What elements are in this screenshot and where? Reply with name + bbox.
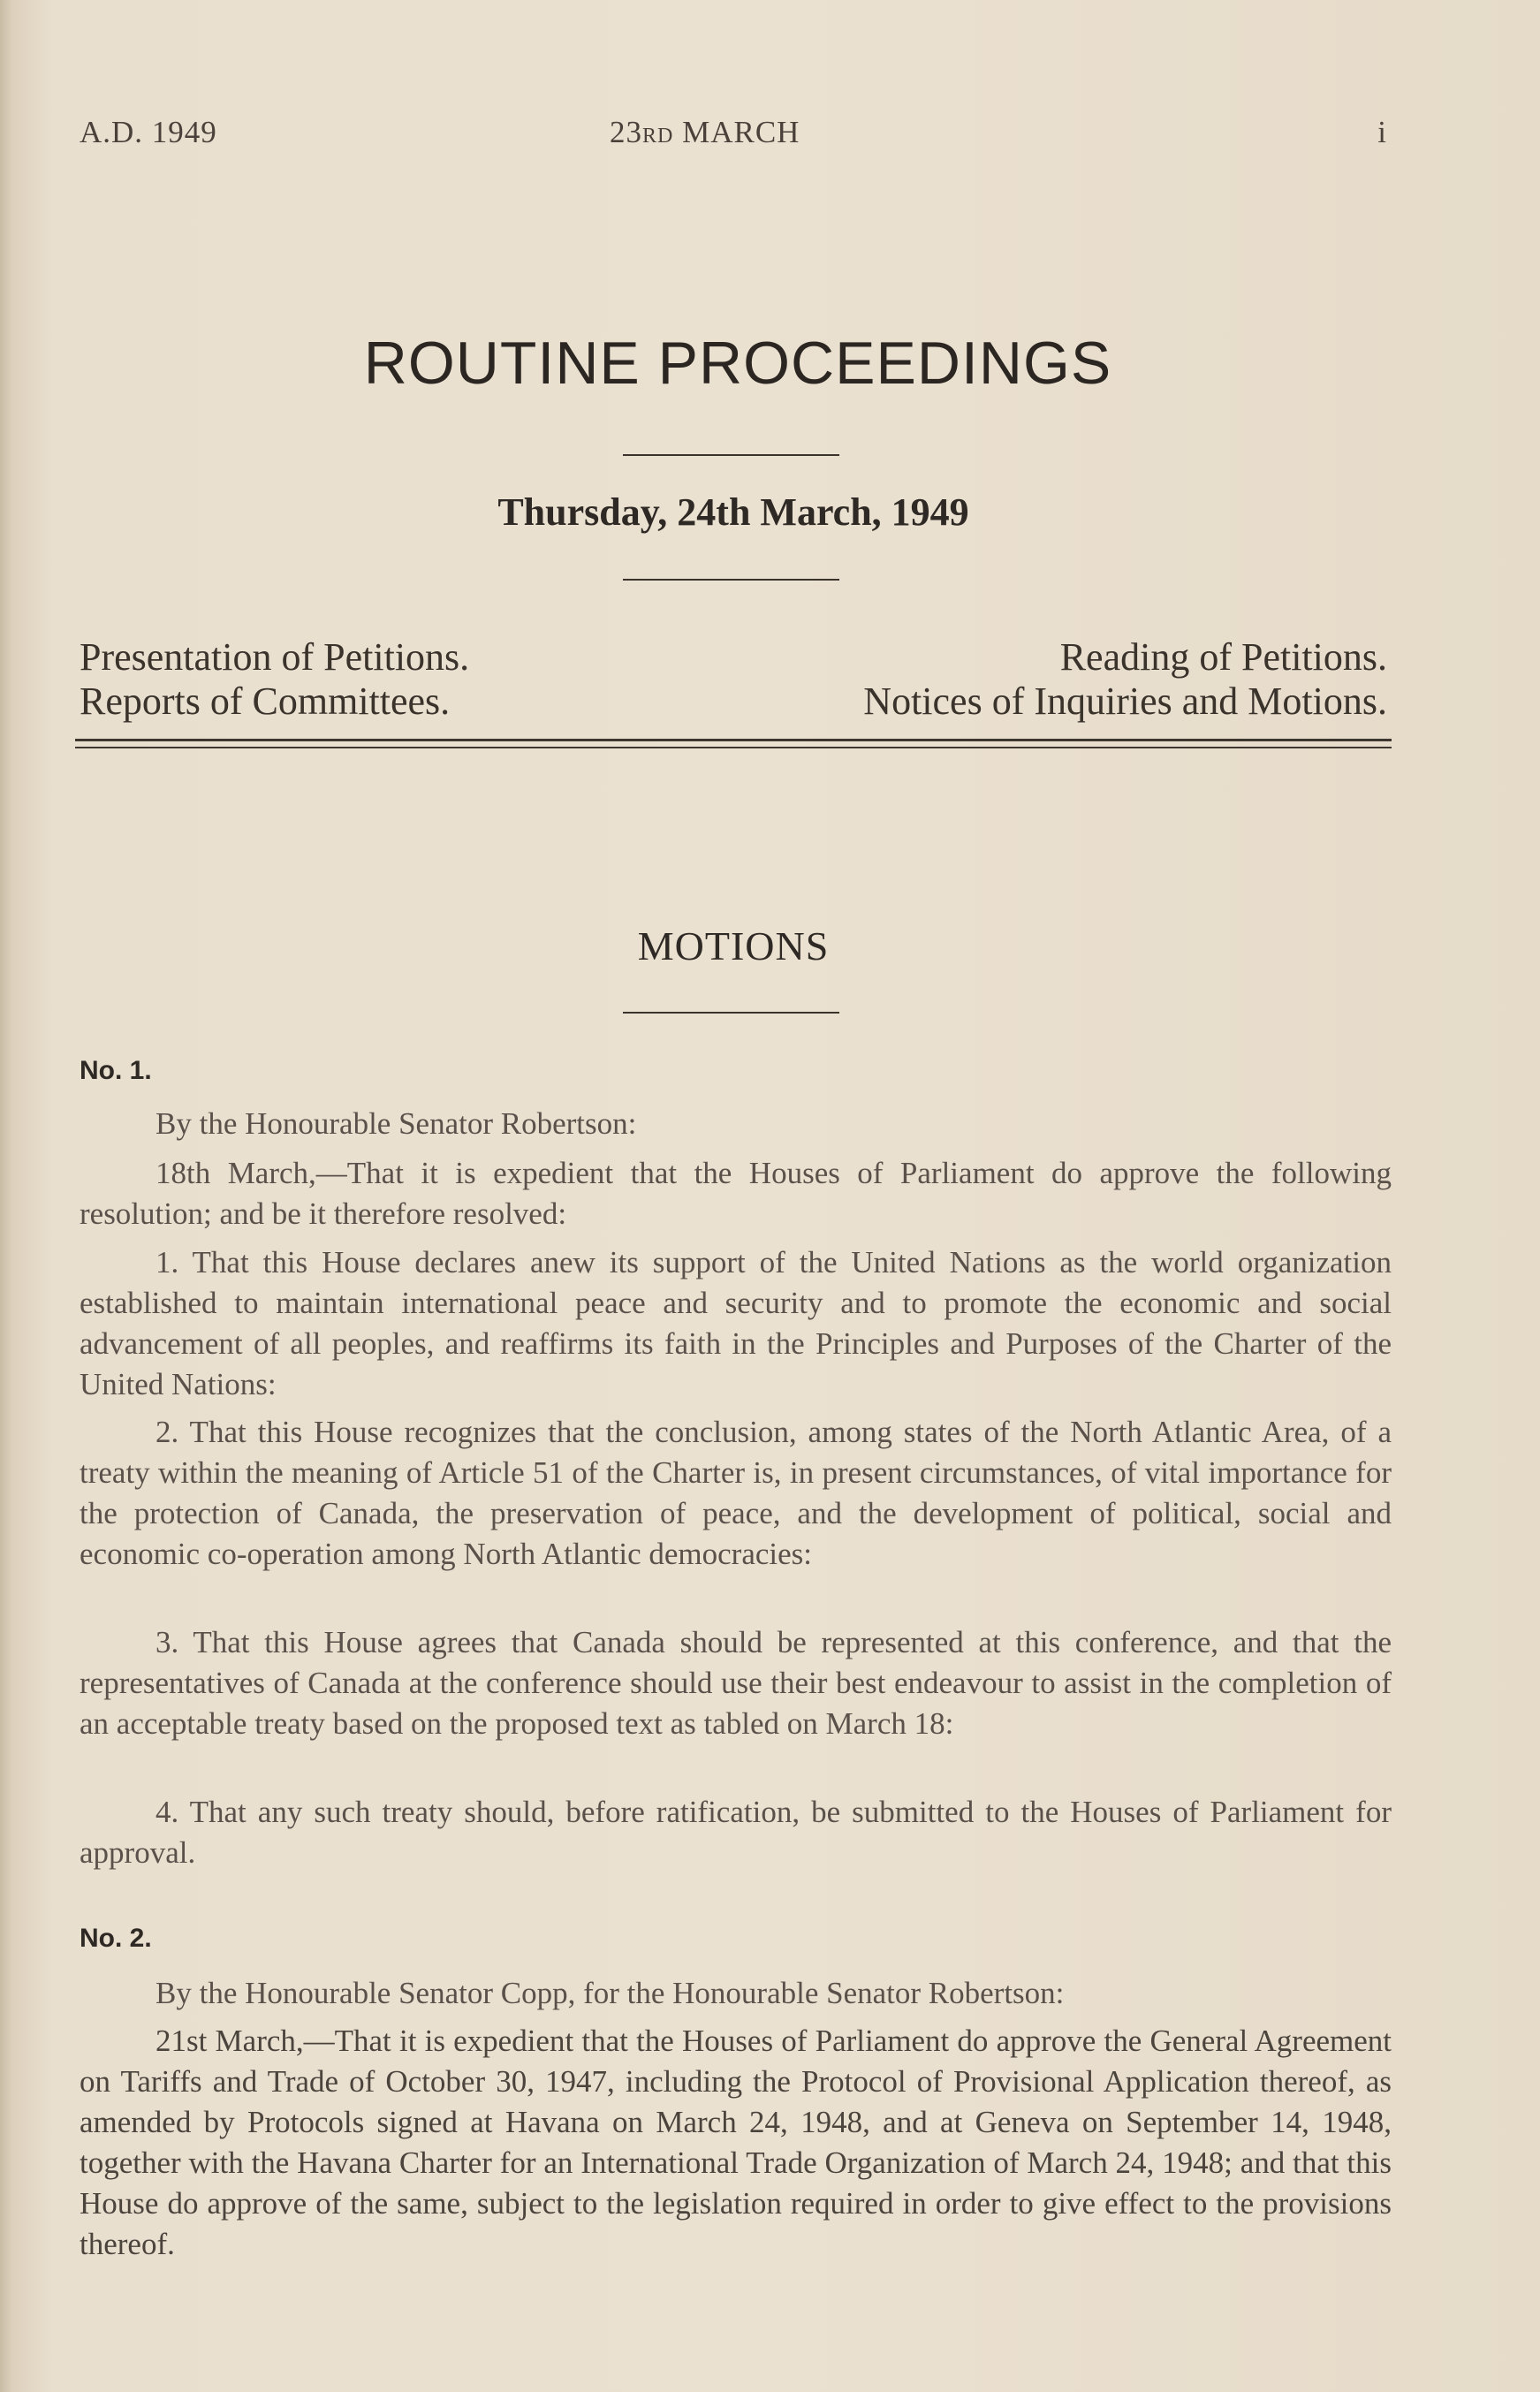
title-rule <box>623 454 839 456</box>
double-rule-top <box>75 739 1392 741</box>
header-date <box>610 115 800 150</box>
document-date: Thursday, 24th March, 1949 <box>497 490 969 534</box>
date-rule <box>623 579 839 581</box>
section-title: MOTIONS <box>637 923 830 968</box>
motion-mover: By the Honourable Senator Robertson: <box>156 1106 637 1141</box>
routine-item: Reading of Petitions. <box>1059 635 1387 679</box>
motion-clause: 4. That any such treaty should, before ratification, be submitted to the Houses of Parliament for approval. <box>80 1795 1392 1870</box>
document-title: ROUTINE PROCEEDINGS <box>363 330 1112 397</box>
motion-intro: 21st March,—That it is expedient that the Houses of Parliament do approve the General Agreement on Tariffs and Trade of October 30, 1947, including the Protocol of Provisional Application thereof, as amended by Protocols signed at Havana on March 24, 1948, and at Geneva on September 14, 1948, together with the Havana Charter for an International Trade Organization of March 24, 1948; and that this House do approve of the same, subject to the legislation required in order to give effect to the provisions thereof. <box>80 2024 1392 2261</box>
routine-item: Presentation of Petitions. <box>80 635 470 679</box>
header-date-month: MARCH <box>673 115 800 149</box>
motion-clause: 1. That this House declares anew its support of the United Nations as the world organization established to maintain international peace and security and to promote the economic and social advancement of all peoples, and reaffirms its faith in the Principles and Purposes of the Charter of the United Nations: <box>80 1245 1392 1401</box>
page-number: i <box>1377 115 1387 149</box>
motion-number: No. 2. <box>80 1924 152 1953</box>
routine-item: Notices of Inquiries and Motions. <box>863 680 1387 723</box>
page-header <box>80 115 1387 150</box>
motion-clause: 2. That this House recognizes that the conclusion, among states of the North Atlantic Area, of a treaty within the meaning of Article 51 of the Charter is, in present circumstances, of vital importance for the protection of Canada, the preservation of peace, and the development of political, social and economic co-operation among North Atlantic democracies: <box>80 1415 1392 1571</box>
motion-intro: 18th March,—That it is expedient that the Houses of Parliament do approve the following resolution; and be it therefore resolved: <box>80 1156 1392 1231</box>
motion-clause: 3. That this House agrees that Canada should be represented at this conference, and that the representatives of Canada at the conference should use their best endeavour to assist in the completion of an acceptable treaty based on the proposed text as tabled on March 18: <box>80 1625 1392 1741</box>
header-date-number: 23 <box>610 115 642 149</box>
motion-number: No. 1. <box>80 1056 152 1085</box>
double-rule-bottom <box>75 747 1392 748</box>
section-rule <box>623 1012 839 1014</box>
header-year: A.D. 1949 <box>80 115 217 149</box>
motion-mover: By the Honourable Senator Copp, for the Honourable Senator Robertson: <box>156 1976 1065 2010</box>
routine-item: Reports of Committees. <box>80 680 451 723</box>
header-date-suffix: RD <box>642 125 674 148</box>
